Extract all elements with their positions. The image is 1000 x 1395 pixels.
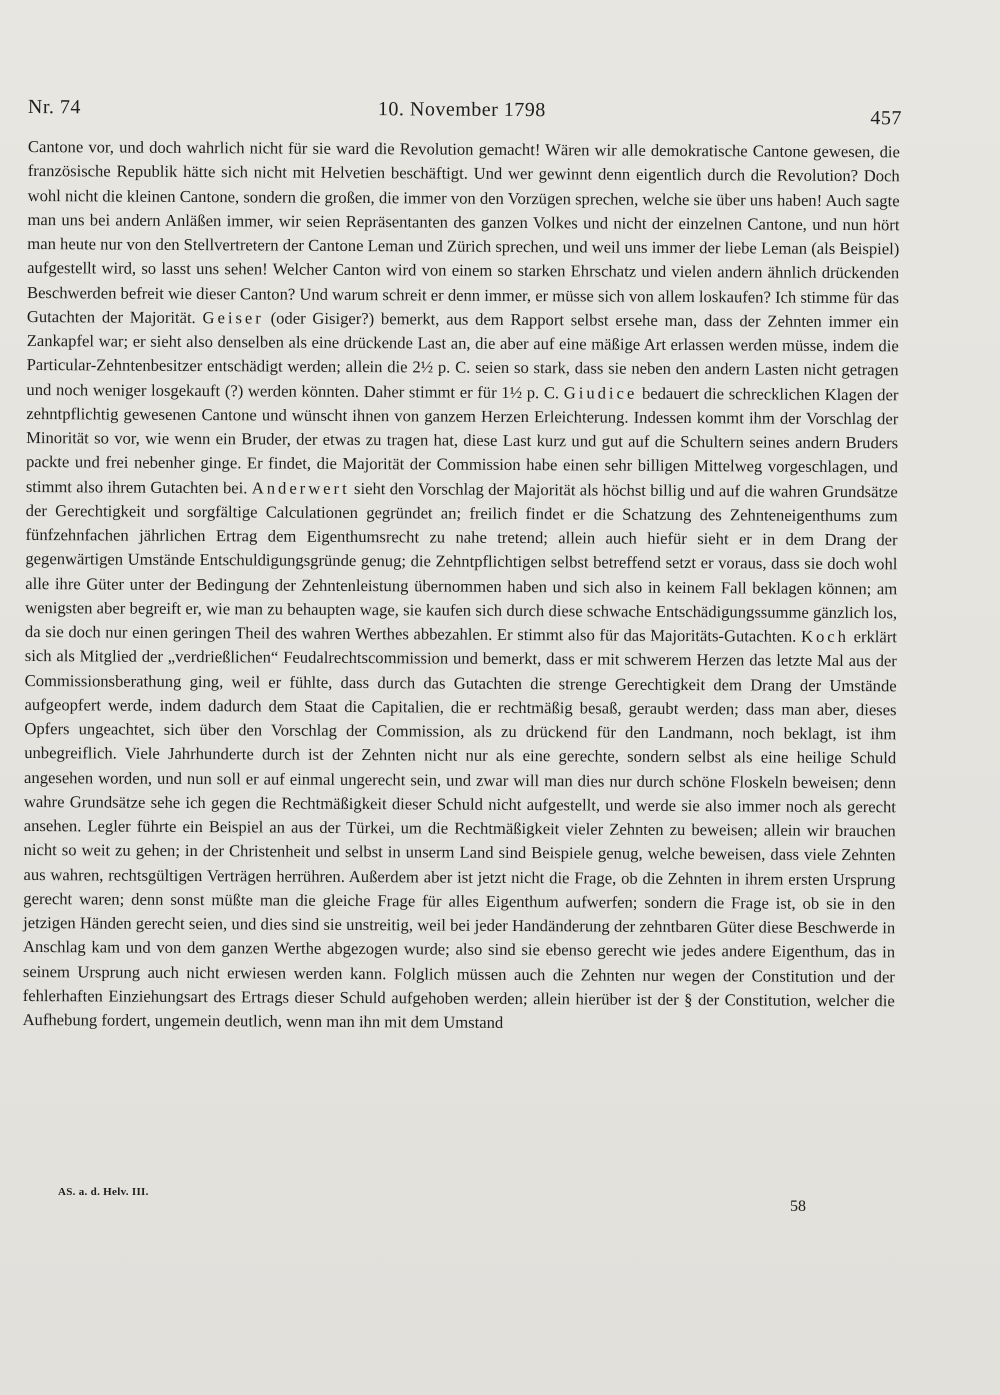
document-number: Nr. 74 [27,96,81,119]
text-segment: Cantone vor, und doch wahrlich nicht für sie ward die Revolution gemacht! Wären wir alle demokratische Cantone gewesen, die französische Republik hätte sich nicht mit Helvetien beschäftigt. Und wer gewinnt denn eigentlich durch die Revolution? Doch wohl nicht die kleinen Cantone, sondern die großen, die immer von den Vorzügen sprechen, welche sie über uns haben! Auch sagte man uns bei andern Anläßen immer, wir seien Repräsentanten des ganzen Volkes und nicht der einzelnen Cantone, und nun hört man heute nur von den Stellvertretern der Cantone Leman und Zürich sprechen, und weil uns immer der liebe Leman (als Beispiel) aufgestellt wird, so lasst uns sehen! Welcher Canton wird von einem so starken Ehrschatz und vielen andern ähnlich drückenden Beschwerden befreit wie dieser Canton? Und warum schreit er denn immer, er müsse sich von allem loskaufen? Ich stimme für das Gutachten der Majorität. [26,136,900,327]
speaker-name: Geiser [202,307,264,328]
text-segment: bedauert die schrecklichen Klagen der zehntpflichtig gewesenen Cantone und wünscht ihnen von ganzem Herzen Erleichterung. Indessen kommt ihm der Vorschlag der Minorität so vor, wie wenn ein Bruder, der etwas zu tragen hat, diese Last kurz und gut auf die Schultern seines andern Bruders packte und frei nebenher ginge. Er findet, die Majorität der Commission habe einen sehr billigen Mittelweg vorgeschlagen, und stimmt also ihrem Gutachten bei. [25,383,899,497]
speaker-name: Anderwert [251,477,350,498]
text-segment: erklärt sich als Mitglied der „verdrießlichen“ Feudalrechtscommission und bemerkt, dass er mit schwerem Herzen das letzte Mal aus der Commissionsberathung ging, weil er fühlte, dass durch das Gutachten die strenge Gerechtigkeit dem Drang der Umstände aufgeopfert werde, indem dadurch dem Staat die Capitalien, die er rechtmäßig besaß, geraubt werden; dass man aber, dieses Opfers ungeachtet, sich über den Vorschlag der Commission, als zu drückend für den Landmann, noch beklagt, ist ihm unbegreiflich. Viele Jahrhunderte durch ist der Zehnten nicht nur als eine gerechte, sondern selbst als eine heilige Schuld angesehen worden, und nun soll er auf einmal ungerecht sein, und zwar will man dies nur durch schöne Floskeln beweisen; denn wahre Grundsätze sehe ich gegen die Rechtmäßigkeit dieser Schuld nicht aufgestellt, und werde sie also immer noch als gerecht ansehen. Legler führte ein Beispiel an aus der Türkei, um die Rechtmäßigkeit vieler Zehnten zu beweisen; allein wir brauchen nicht so weit zu gehen; in der Christenheit und selbst in unserm Land sind Beispiele genug, welche beweisen, dass viele Zehnten aus wahren, rechtsgültigen Verträgen herrühren. Außerdem aber ist jetzt nicht die Frage, ob die Zehnten in ihrem ersten Ursprung gerecht waren; denn sonst müßte man die gleiche Frage für alles Eigenthum aufwerfen; sondern die Frage ist, ob sie in den jetzigen Händen gerecht seien, und dies sind sie unstreitig, weil bei jeder Handänderung der zehntbaren Güter diese Beschwerde in Anschlag kam und von dem ganzen Werthe abgezogen wurde; also sind sie ebenso gerecht wie jedes andere Eigenthum, das in seinem Ursprung auch nicht erwiesen werden kann. Folglich müssen auch die Zehnten nur wegen der Constitution und der fehlerhaften Einziehungsart des Ertrags dieser Schuld aufgehoben werden; allein hierüber ist der § der Constitution, welcher die Aufhebung fordert, ungemein deutlich, wenn man ihn mit dem Umstand [22,627,898,1032]
speaker-name: Giudice [563,382,638,403]
body-paragraph [23,135,900,1038]
text-segment: (oder Gisiger?) bemerkt, aus dem Rapport selbst ersehe man, dass der Zehnten immer ein Zankapfel war; er sieht also denselben als eine drückende Last an, die aber auf eine mäßige Art erlassen werden müsse, indem die Particular-Zehntenbesitzer entschädigt werden; allein die 2½ p. C. seien so stark, dass sie neben den andern Lasten nicht getragen und noch weniger losgekauft (?) werden könnten. Daher stimmt er für 1½ p. C. [26,308,899,402]
header-date: 10. November 1798 [377,98,546,122]
running-header [28,96,902,131]
text-segment: sieht den Vorschlag der Majorität als höchst billig und auf die wahren Grundsätze der Gerechtigkeit und sorgfältige Calculationen gegründet an; freilich findet er die Schatzung des Zehnteneigenthums zum fünfzehnfachen jährlichen Ertrag dem Eigenthumsrecht zu nahe tretend; allein auch hiefür sieht er in dem Drang der gegenwärtigen Umstände Entschuldigungsgründe genug; die Zehntpflichtigen selbst betreffend setzt er voraus, dass sie doch wohl alle ihre Güter unter der Bedingung der Zehntenleistung übernommen haben und sich also in keinem Fall beklagen können; am wenigsten aber begreift er, wie man zu behaupten wage, sie kaufen sich durch diese schwache Entschädigungssumme gänzlich los, da sie doch nur einen geringen Theil des wahren Werthes abbezahlen. Er stimmt also für das Majoritäts-Gutachten. [24,478,898,646]
speaker-name: Koch [800,626,850,647]
sheet-number: 58 [790,1198,806,1215]
body-text [23,135,900,1038]
page-number: 457 [870,107,902,130]
series-signature: AS. a. d. Helv. III. [58,1186,149,1198]
